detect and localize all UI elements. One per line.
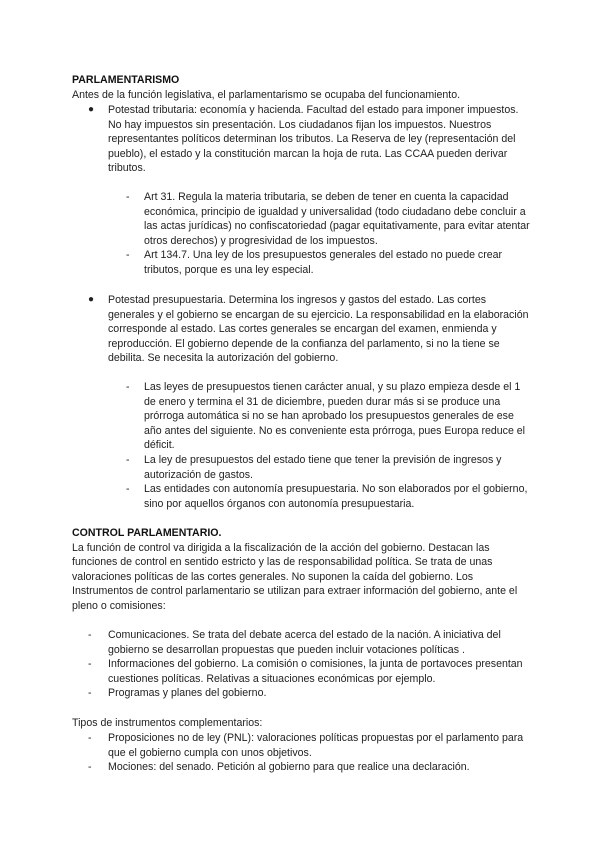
sub-list-item-text: La ley de presupuestos del estado tiene que tener la previsión de ingresos y autorización de gastos.	[144, 453, 502, 481]
sub-list-item-text: Las entidades con autonomía presupuestaria. No son elaborados por el gobierno, sino por aquellos órganos con autonomía presupuestaria.	[144, 483, 528, 510]
list-item-text: Comunicaciones. Se trata del debate acerca del estado de la nación. A iniciativa del gobierno se desarrollan propuestas que pueden incluir votaciones políticas .	[108, 629, 501, 656]
bullet-list	[88, 103, 534, 176]
sub-list-item	[126, 482, 534, 511]
dash-icon: -	[126, 381, 130, 393]
dash-icon: -	[126, 483, 130, 496]
control-list	[88, 628, 534, 701]
list-item	[88, 103, 534, 176]
dash-icon: -	[88, 687, 92, 700]
bullet-icon: ●	[88, 294, 95, 305]
list-item	[88, 628, 534, 657]
complementary-title: Tipos de instrumentos complementarios:	[72, 717, 263, 729]
sub-list-item	[126, 453, 534, 482]
sub-list-item	[126, 380, 534, 453]
list-item-text: Programas y planes del gobierno.	[108, 687, 267, 700]
sub-list	[126, 190, 534, 278]
complementary-heading-block	[72, 716, 532, 731]
list-item	[88, 293, 534, 366]
dash-icon: -	[126, 249, 130, 262]
sub-list-item	[126, 190, 534, 248]
dash-icon: -	[88, 732, 92, 744]
sub-list-item-text: Art 134.7. Una ley de los presupuestos generales del estado no puede crear tributos, porque es una ley especial.	[144, 249, 503, 276]
section-intro: Antes de la función legislativa, el parlamentarismo se ocupaba del funcionamiento.	[72, 88, 461, 101]
section-intro: La función de control va dirigida a la fiscalización de la acción del gobierno. Destacan las funciones de control en sentido estricto y las de responsabilidad política. Se trata de unas valoraciones políticas de las cortes generales. No suponen la caída del gobierno. Los Instrumentos de control parlamentario se utilizan para extraer información del gobierno, ante el pleno o comisiones:	[72, 541, 518, 612]
list-item	[88, 760, 534, 775]
section-title: PARLAMENTARISMO	[72, 74, 180, 86]
section-title: CONTROL PARLAMENTARIO.	[72, 527, 222, 539]
list-item	[88, 731, 534, 760]
sub-list-item-text: Las leyes de presupuestos tienen carácter anual, y su plazo empieza desde el 1 de enero y termina el 31 de diciembre, pueden durar más si se produce una prórroga automática si no se han aprobado los presupuestos generales de ese año antes del siguiente. No es conveniente esta prórroga, pues Europa reduce el déficit.	[144, 381, 526, 452]
dash-icon: -	[126, 453, 130, 466]
dash-icon: -	[88, 629, 92, 641]
list-item-text: Mociones: del senado. Petición al gobierno para que realice una declaración.	[108, 761, 470, 774]
dash-icon: -	[88, 761, 92, 774]
dash-icon: -	[126, 191, 130, 203]
sub-list-item	[126, 248, 534, 277]
complementary-list	[88, 731, 534, 775]
bullet-list	[88, 293, 534, 366]
list-item-text: Proposiciones no de ley (PNL): valoraciones políticas propuestas por el parlamento para que el gobierno cumpla con unos objetivos.	[108, 732, 524, 759]
bullet-icon: ●	[88, 104, 95, 115]
section-control-parlamentario	[72, 526, 532, 614]
sub-list-item-text: Art 31. Regula la materia tributaria, se deben de tener en cuenta la capacidad económica, principio de igualdad y universalidad (todo ciudadano debe concluir a las actas jurídicas) no confiscatoriedad (pagar equitativamente, para evitar atentar otros derechos) y progresividad de los impuestos.	[144, 191, 530, 247]
list-item-text: Potestad tributaria: economía y hacienda. Facultad del estado para imponer impuestos. No hay impuestos sin presentación. Los ciudadanos fijan los impuestos. Nuestros representantes políticos determinan los tributos. La Reserva de ley (representación del pueblo), el estado y la constitución marcan la hoja de ruta. Las CCAA pueden derivar tributos.	[108, 104, 519, 175]
list-item-text: Informaciones del gobierno. La comisión o comisiones, la junta de portavoces presentan cuestiones políticas. Relativas a situaciones económicas por ejemplo.	[108, 658, 523, 685]
section-parlamentarismo	[72, 73, 532, 102]
list-item	[88, 657, 534, 686]
list-item	[88, 686, 534, 701]
dash-icon: -	[88, 658, 92, 671]
list-item-text: Potestad presupuestaria. Determina los ingresos y gastos del estado. Las cortes generales y el gobierno se encargan de su ejercicio. La responsabilidad en la elaboración corresponde al estado. Las cortes generales se encargan del examen, enmienda y reproducción. El gobierno depende de la confianza del parlamento, si no la tiene se debilita. Se necesita la autorización del gobierno.	[108, 294, 529, 365]
sub-list	[126, 380, 534, 511]
